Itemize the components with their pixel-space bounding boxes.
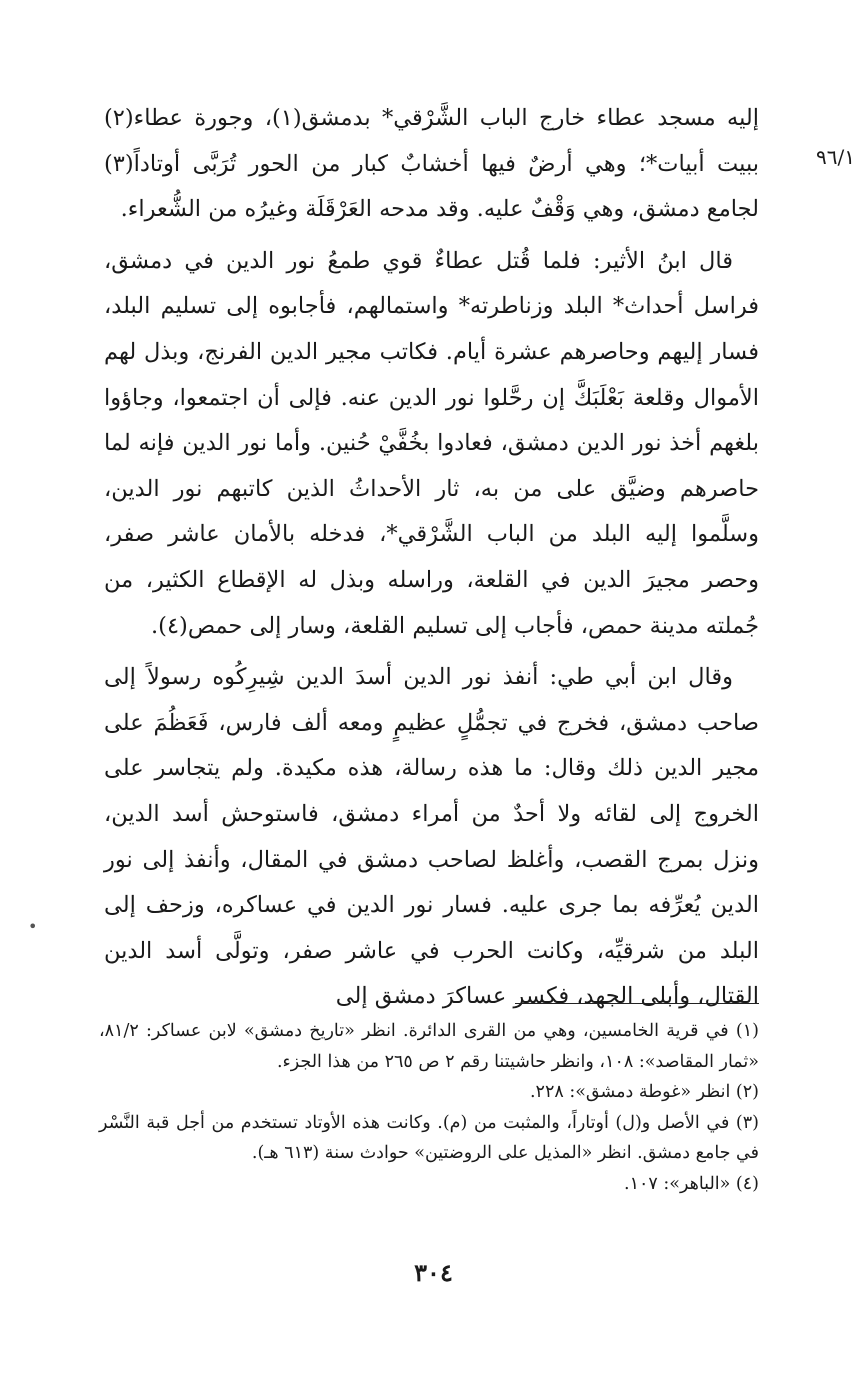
footnote: (٢) انظر «غوطة دمشق»: ٢٢٨. [529, 1082, 759, 1102]
footnote-divider [515, 1003, 759, 1004]
footnote: (٤) «الباهر»: ١٠٧. [624, 1173, 759, 1194]
main-text [104, 96, 759, 1026]
footnote: (٣) في الأصل و(ل) أوتاراً، والمثبت من (م). وكانت هذه الأوتاد تستخدم من أجل قبة النَّسْر في جامع دمشق. انظر «المذيل على الروضتين» حوادث سنة (٦١٣ هـ). [99, 1112, 759, 1163]
footnotes [99, 1016, 759, 1199]
margin-mark: • [28, 917, 38, 936]
paragraph: وقال ابن أبي طي: أنفذ نور الدين أسدَ الدين شِيرِكُوه رسولاً إلى صاحب دمشق، فخرج في تجمُّلٍ عظيمٍ ومعه ألف فارس، فَعَظُمَ على مجير الدين ذلك وقال: ما هذه رسالة، هذه مكيدة. ولم يتجاسر على الخروج إلى لقائه ولا أحدٌ من أمراء دمشق، فاستوحش أسد الدين، ونزل بمرج القصب، وأغلظ لصاحب دمشق في المقال، وأنفذ إلى نور الدين يُعرِّفه بما جرى عليه. فسار نور الدين في عساكره، وزحف إلى البلد من شرقيِّه، وكانت الحرب في عاشر صفر، وتولَّى أسد الدين القتال، وأبلى الجهد، فكسر عساكرَ دمشق إلى [104, 664, 759, 1010]
margin-reference: ٩٦/١ [816, 145, 855, 169]
footnote: (١) في قرية الخامسين، وهي من القرى الدائرة. انظر «تاريخ دمشق» لابن عساكر: ٨١/٢، «ثمار المقاصد»: ١٠٨، وانظر حاشيتنا رقم ٢ ص ٢٦٥ من هذا الجزء. [99, 1021, 759, 1072]
paragraph: إليه مسجد عطاء خارج الباب الشَّرْقي* بدمشق(١)، وجورة عطاء(٢) ببيت أبيات*؛ وهي أرضٌ فيها أخشابٌ كبار من الحور تُرَبَّى أوتاداً(٣) لجامع دمشق، وهي وَقْفٌ عليه. وقد مدحه العَرْقَلَة وغيرُه من الشُّعراء. [104, 105, 759, 223]
paragraph: قال ابنُ الأثير: فلما قُتل عطاءٌ قوي طمعُ نور الدين في دمشق، فراسل أحداث* البلد وزناطرته* واستمالهم، فأجابوه إلى تسليم البلد، فسار إليهم وحاصرهم عشرة أيام. فكاتب مجير الدين الفرنج، وبذل لهم الأموال وقلعة بَعْلَبَكَّ إن رحَّلوا نور الدين عنه. فإلى أن اجتمعوا، وجاؤوا بلغهم أخذ نور الدين دمشق، فعادوا بخُفَّيْ حُنين. وأما نور الدين فإنه لما حاصرهم وضيَّق على من به، ثار الأحداثُ الذين كاتبهم نور الدين، وسلَّموا إليه البلد من الباب الشَّرْقي*، فدخله بالأمان عاشر صفر، وحصر مجيرَ الدين في القلعة، وراسله وبذل له الإقطاع الكثير، من جُملته مدينة حمص، فأجاب إلى تسليم القلعة، وسار إلى حمص(٤). [104, 247, 759, 639]
page-number: ٣٠٤ [414, 1258, 453, 1287]
